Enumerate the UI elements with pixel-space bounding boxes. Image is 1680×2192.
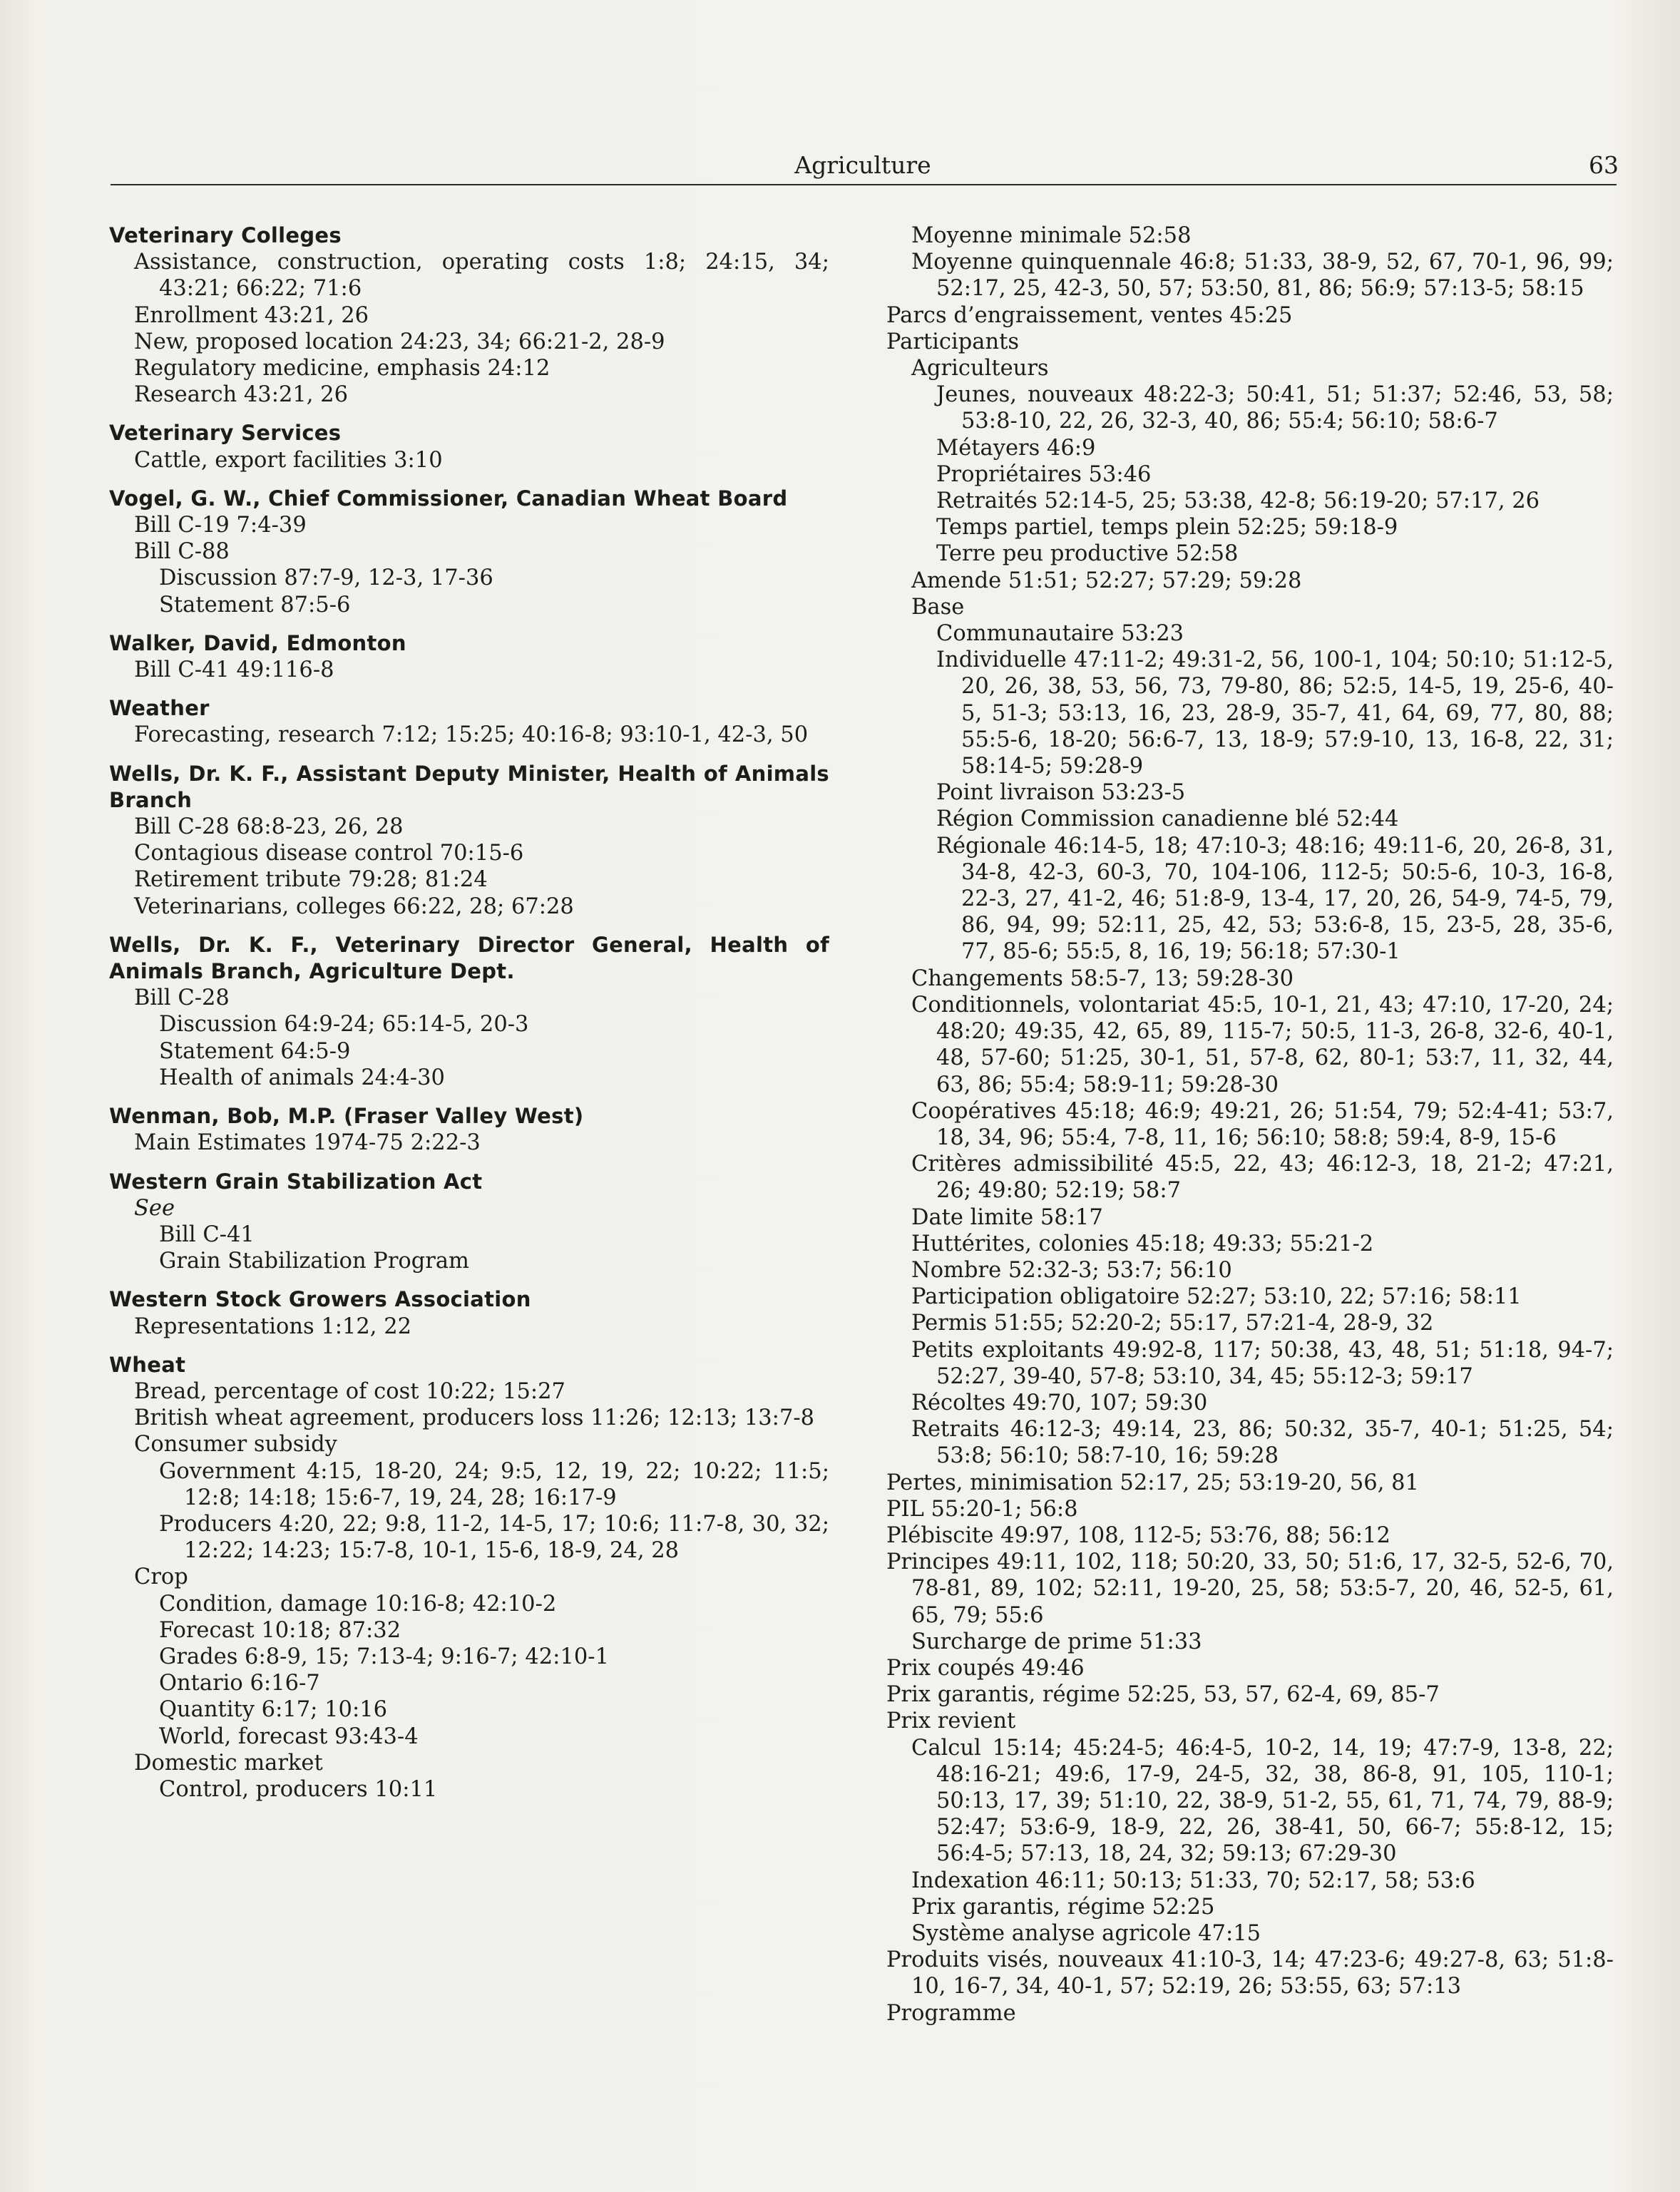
index-entry: Parcs d’engraissement, ventes 45:25 [886,302,1293,328]
index-subentry: Système analyse agricole 47:15 [911,1921,1261,1946]
index-subsubentry: Grain Stabilization Program [159,1249,469,1274]
index-subentry: Surcharge de prime 51:33 [911,1629,1202,1654]
index-subentry: Bread, percentage of cost 10:22; 15:27 [134,1378,565,1404]
index-subentry: Moyenne quinquennale 46:8; 51:33, 38-9, 52, 67, 70-1, 96, 99; 52:17, 25, 42-3, 50, 57; 53:50, 81, 86; 56:9; 57:13-5; 58:15 [911,250,1614,302]
index-subentry: Bill C-88 [134,539,230,565]
running-head [107,151,1619,187]
index-heading: Veterinary Colleges [109,223,342,247]
index-entry: Prix garantis, régime 52:25, 53, 57, 62-4, 69, 85-7 [886,1682,1440,1708]
index-subentry: Récoltes 49:70, 107; 59:30 [911,1390,1208,1415]
index-subsubentry: Terre peu productive 52:58 [936,541,1239,567]
index-subentry: Base [911,594,965,620]
index-entry: Pertes, minimisation 52:17, 25; 53:19-20, 56, 81 [886,1470,1419,1495]
index-subentry: Regulatory medicine, emphasis 24:12 [134,356,550,381]
index-subsubentry: Temps partiel, temps plein 52:25; 59:18-9 [936,515,1398,541]
index-subentry: Critères admissibilité 45:5, 22, 43; 46:12-3, 18, 21-2; 47:21, 26; 49:80; 52:19; 58:7 [911,1152,1614,1204]
index-subentry: Nombre 52:32-3; 53:7; 56:10 [911,1257,1232,1283]
index-subentry: Amende 51:51; 52:27; 57:29; 59:28 [911,568,1302,593]
index-subentry: Retraits 46:12-3; 49:14, 23, 86; 50:32, 35-7, 40-1; 51:25, 54; 53:8; 56:10; 58:7-10, 16; 59:28 [911,1417,1614,1469]
index-subsubentry: Government 4:15, 18-20, 24; 9:5, 12, 19, 22; 10:22; 11:5; 12:8; 14:18; 15:6-7, 19, 24, 28; 16:17-9 [159,1458,829,1510]
index-subentry: Representations 1:12, 22 [134,1313,412,1339]
index-subsubentry: Discussion 64:9-24; 65:14-5, 20-3 [159,1012,529,1038]
index-subentry: Agriculteurs [911,356,1049,381]
index-subsubentry: Propriétaires 53:46 [936,461,1152,487]
index-subentry: Retirement tribute 79:28; 81:24 [134,867,488,893]
index-subsubentry: Métayers 46:9 [936,435,1096,461]
index-heading: Wells, Dr. K. F., Assistant Deputy Minister, Health of Animals Branch [109,761,829,812]
index-entry: Produits visés, nouveaux 41:10-3, 14; 47:23-6; 49:27-8, 63; 51:8-10, 16-7, 34, 40-1, 57; 52:19, 26; 53:55, 63; 57:13 [886,1947,1614,1999]
index-subentry: Bill C-41 49:116-8 [134,657,334,683]
index-subentry: Prix garantis, régime 52:25 [911,1894,1215,1920]
index-heading: Walker, David, Edmonton [109,630,406,655]
index-entry: Prix coupés 49:46 [886,1655,1085,1681]
index-subentry: Consumer subsidy [134,1432,337,1458]
index-subentry: Calcul 15:14; 45:24-5; 46:4-5, 10-2, 14, 19; 47:7-9, 13-8, 22; 48:16-21; 49:6, 17-9, 24-5, 32, 38, 86-8, 91, 105, 110-1; 50:13, 17, 39; 51:10, 22, 38-9, 51-2, 55, 61, 71, 74, 79, 88-9; 52:47; 53:6-9, 18-9, 22, 26, 38-41, 50, 66-7; 55:8-12, 15; 56:4-5; 57:13, 18, 24, 32; 59:13; 67:29-30 [911,1735,1614,1867]
index-subsubentry: Quantity 6:17; 10:16 [159,1697,388,1723]
index-subsubentry: Régionale 46:14-5, 18; 47:10-3; 48:16; 49:11-6, 20, 26-8, 31, 34-8, 42-3, 60-3, 70, 104-106, 112-5; 50:5-6, 10-3, 16-8, 22-3, 27, 41-2, 46; 51:8-9, 13-4, 17, 20, 26, 54-9, 74-5, 79, 86, 94, 99; 52:11, 25, 42, 53; 53:6-8, 15, 23-5, 28, 35-6, 77, 85-6; 55:5, 8, 16, 19; 56:18; 57:30-1 [936,833,1614,965]
index-subentry: Assistance, construction, operating costs 1:8; 24:15, 34; 43:21; 66:22; 71:6 [134,250,829,302]
index-subsubentry: World, forecast 93:43-4 [159,1724,419,1749]
index-subsubentry: Région Commission canadienne blé 52:44 [936,806,1399,832]
index-subsubentry: Individuelle 47:11-2; 49:31-2, 56, 100-1, 104; 50:10; 51:12-5, 20, 26, 38, 53, 56, 73, 79-80, 86; 52:5, 14-5, 19, 25-6, 40-5, 51-3; 53:13, 16, 23, 28-9, 35-7, 41, 64, 69, 77, 80, 88; 55:5-6, 18-20; 56:6-7, 13, 18-9; 57:9-10, 13, 16-8, 22, 31; 58:14-5; 59:28-9 [936,647,1614,779]
index-subentry: Main Estimates 1974-75 2:22-3 [134,1130,481,1156]
index-subentry: British wheat agreement, producers loss 11:26; 12:13; 13:7-8 [134,1405,815,1431]
index-subentry: Huttérites, colonies 45:18; 49:33; 55:21-2 [911,1231,1374,1256]
running-head-title: Agriculture [794,151,931,179]
index-heading: Wells, Dr. K. F., Veterinary Director General, Health of Animals Branch, Agriculture Dept. [109,932,829,984]
index-subsubentry: Statement 64:5-9 [159,1038,351,1064]
index-subsubentry: Statement 87:5-6 [159,592,351,618]
see-reference: See [134,1195,175,1221]
index-entry: Principes 49:11, 102, 118; 50:20, 33, 50; 51:6, 17, 32-5, 52-6, 70, 78-81, 89, 102; 52:11, 19-20, 25, 58; 53:5-7, 20, 46, 52-5, 61, 65, 79; 55:6 [886,1550,1614,1628]
index-subentry: Bill C-28 [134,985,230,1011]
index-entry: Participants [886,329,1020,354]
index-subsubentry: Control, producers 10:11 [159,1776,438,1802]
index-heading: Weather [109,696,210,721]
index-entry: PIL 55:20-1; 56:8 [886,1496,1078,1522]
index-subsubentry: Jeunes, nouveaux 48:22-3; 50:41, 51; 51:37; 52:46, 53, 58; 53:8-10, 22, 26, 32-3, 40, 86; 55:4; 56:10; 58:6-7 [936,382,1614,434]
index-entry: Programme [886,2000,1016,2026]
index-entry: Prix revient [886,1709,1016,1734]
index-heading: Veterinary Services [109,421,342,446]
index-subentry: Contagious disease control 70:15-6 [134,841,524,866]
index-subsubentry: Grades 6:8-9, 15; 7:13-4; 9:16-7; 42:10-1 [159,1644,609,1669]
index-subsubentry: Communautaire 53:23 [936,621,1184,647]
left-index-column [109,222,829,1803]
index-subsubentry: Discussion 87:7-9, 12-3, 17-36 [159,565,493,591]
index-subentry: New, proposed location 24:23, 34; 66:21-2, 28-9 [134,329,665,354]
index-heading: Western Grain Stabilization Act [109,1169,483,1194]
index-subentry: Date limite 58:17 [911,1204,1103,1230]
index-subsubentry: Retraités 52:14-5, 25; 53:38, 42-8; 56:19-20; 57:17, 26 [936,488,1540,514]
index-subsubentry: Ontario 6:16-7 [159,1671,320,1696]
index-entry: Plébiscite 49:97, 108, 112-5; 53:76, 88; 56:12 [886,1522,1390,1548]
index-subsubentry: Condition, damage 10:16-8; 42:10-2 [159,1591,557,1617]
index-subentry: Indexation 46:11; 50:13; 51:33, 70; 52:17, 58; 53:6 [911,1868,1475,1893]
index-subsubentry: Producers 4:20, 22; 9:8, 11-2, 14-5, 17; 10:6; 11:7-8, 30, 32; 12:22; 14:23; 15:7-8, 10-1, 15-6, 18-9, 24, 28 [159,1511,829,1564]
index-subsubentry: Bill C-41 [159,1222,255,1247]
index-subsubentry: Point livraison 53:23-5 [936,780,1186,806]
index-subentry: Changements 58:5-7, 13; 59:28-30 [911,966,1294,991]
index-subsubentry: Health of animals 24:4-30 [159,1065,445,1090]
index-subentry: Crop [134,1564,188,1590]
index-subentry: Moyenne minimale 52:58 [911,223,1192,248]
index-subentry: Conditionnels, volontariat 45:5, 10-1, 21, 43; 47:10, 17-20, 24; 48:20; 49:35, 42, 65, 89, 115-7; 50:5, 11-3, 26-8, 32-6, 40-1, 48, 57-60; 51:25, 30-1, 51, 57-8, 62, 80-1; 53:7, 11, 32, 44, 63, 86; 55:4; 58:9-11; 59:28-30 [911,992,1614,1097]
index-subentry: Bill C-28 68:8-23, 26, 28 [134,814,404,840]
index-subsubentry: Forecast 10:18; 87:32 [159,1617,401,1643]
index-subentry: Cattle, export facilities 3:10 [134,447,443,473]
index-heading: Wheat [109,1352,186,1377]
index-subentry: Research 43:21, 26 [134,382,348,408]
page-number: 63 [1589,151,1619,179]
index-heading: Vogel, G. W., Chief Commissioner, Canadian Wheat Board [109,486,788,511]
index-subentry: Coopératives 45:18; 46:9; 49:21, 26; 51:54, 79; 52:4-41; 53:7, 18, 34, 96; 55:4, 7-8, 11, 16; 56:10; 58:8; 59:4, 8-9, 15-6 [911,1098,1614,1150]
index-subentry: Forecasting, research 7:12; 15:25; 40:16-8; 93:10-1, 42-3, 50 [134,722,809,748]
index-subentry: Participation obligatoire 52:27; 53:10, 22; 57:16; 58:11 [911,1284,1522,1310]
right-index-column [886,222,1614,2027]
index-subentry: Veterinarians, colleges 66:22, 28; 67:28 [134,893,574,919]
header-rule [111,184,1617,185]
index-subentry: Domestic market [134,1750,323,1776]
index-heading: Wenman, Bob, M.P. (Fraser Valley West) [109,1104,584,1129]
index-subentry: Enrollment 43:21, 26 [134,302,369,328]
index-subentry: Permis 51:55; 52:20-2; 55:17, 57:21-4, 28-9, 32 [911,1311,1434,1336]
index-subentry: Bill C-19 7:4-39 [134,513,307,538]
index-subentry: Petits exploitants 49:92-8, 117; 50:38, 43, 48, 51; 51:18, 94-7; 52:27, 39-40, 57-8; 53:10, 34, 45; 55:12-3; 59:17 [911,1337,1614,1389]
index-heading: Western Stock Growers Association [109,1287,531,1312]
